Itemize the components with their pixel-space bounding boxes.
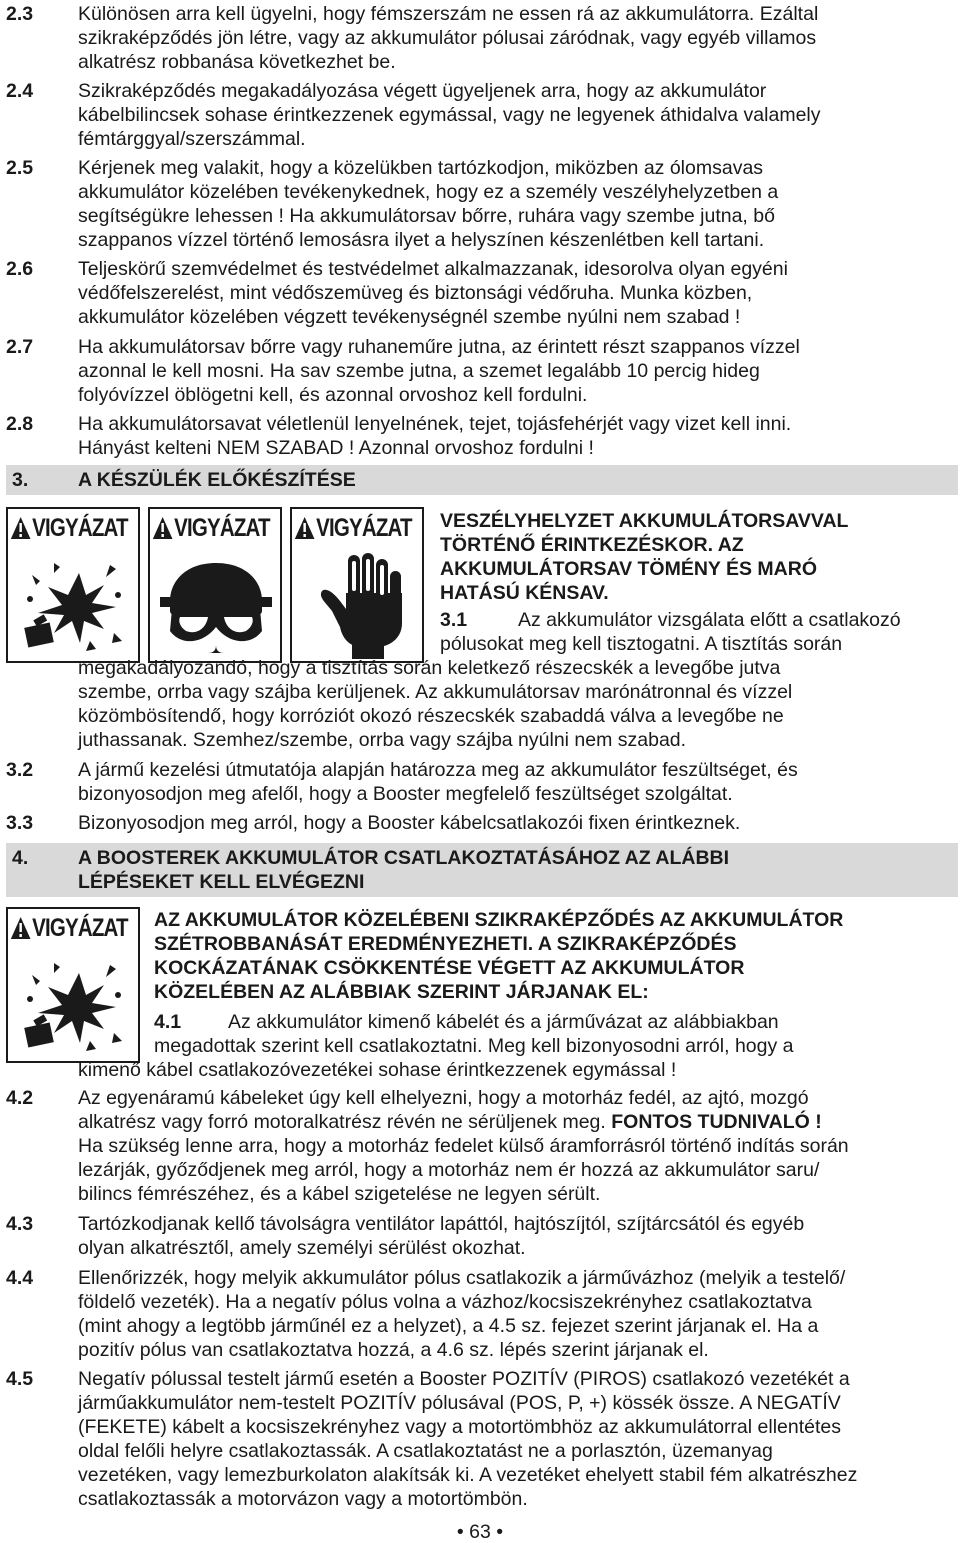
text-line: alkatrész robbanása következhet be.	[78, 51, 396, 73]
item-number: 3.2	[6, 759, 34, 781]
text-line: kábelbilincsek sohase érintkezzenek egymással, vagy ne legyenek áthidalva valamely	[78, 104, 821, 126]
explosion-icon	[24, 955, 124, 1055]
text-line: Ellenőrizzék, hogy melyik akkumulátor pólus csatlakozik a járművázhoz (melyik a testelő/	[78, 1267, 846, 1289]
text-line: szikraképződés jön létre, vagy az akkumulátor pólusai záródnak, vagy egyéb villamos	[78, 27, 817, 49]
text-line: olyan alkatrésztől, amely személyi sérülést okozhat.	[78, 1237, 526, 1259]
text-line: oldal felőli helyre csatlakoztassák. A csatlakoztatást ne a porlasztón, üzemanyag	[78, 1440, 773, 1462]
text-line: folyóvízzel öblögetni kell, és azonnal orvoshoz kell fordulni.	[78, 384, 588, 406]
text-line: Az akkumulátor vizsgálata előtt a csatlakozó	[518, 609, 901, 631]
item-number: 2.7	[6, 336, 34, 358]
text-line: segítségükre lehessen ! Ha akkumulátorsav bőrre, ruhára vagy szembe jutna, bő	[78, 205, 775, 227]
item-number: 4.4	[6, 1267, 34, 1289]
text-line: Ha akkumulátorsavat véletlenül lenyelnének, tejet, tojásfehérjét vagy vizet kell inni.	[78, 413, 792, 435]
warning-box-explosion	[6, 507, 140, 663]
warning-box-glove	[290, 507, 424, 663]
text-line: A BOOSTEREK AKKUMULÁTOR CSATLAKOZTATÁSÁHOZ AZ ALÁBBI	[78, 847, 730, 869]
section-3-banner	[6, 465, 958, 495]
text-line: vezetéken, vagy lemezburkolaton alakítsák ki. A vezetéket ehelyett stabil fém alkatrészhez	[78, 1464, 858, 1486]
item-text-rest	[78, 656, 792, 752]
text-line: csatlakoztassák a motorvázon vagy a motortömbön.	[78, 1488, 528, 1510]
text-line: A jármű kezelési útmutatója alapján határozza meg az akkumulátor feszültséget, és	[78, 759, 798, 781]
warning-label-text: VIGYÁZAT	[174, 514, 270, 542]
text-line: azonnal le kell mosni. Ha sav szembe jutna, a szemet legalább 10 percig hideg	[78, 360, 760, 382]
item-text	[78, 412, 948, 460]
item-text	[78, 335, 948, 407]
text-line: Ha akkumulátorsav bőrre vagy ruhaneműre jutna, az érintett részt szappanos vízzel	[78, 336, 800, 358]
warning-triangle-icon	[10, 516, 31, 540]
text-line: akkumulátor közelében tevékenykednek, hogy ez a személy veszélyhelyzetben a	[78, 181, 779, 203]
item-text	[78, 1266, 948, 1362]
text-line: védőfelszerelést, mint védőszemüveg és biztonsági védőruha. Munka közben,	[78, 282, 753, 304]
item-text-first	[518, 608, 901, 632]
section-3-warning-heading	[440, 509, 848, 605]
warning-label	[294, 513, 412, 543]
text-line: bizonyosodjon meg afelől, hogy a Booster megfelelő feszültséget szolgáltat.	[78, 783, 733, 805]
item-text-rest	[78, 1058, 676, 1082]
warning-triangle-icon	[10, 916, 31, 940]
text-line: A KÉSZÜLÉK ELŐKÉSZÍTÉSE	[78, 469, 356, 491]
warning-triangle-icon	[294, 516, 315, 540]
text-line: Bizonyosodjon meg arról, hogy a Booster kábelcsatlakozói fixen érintkeznek.	[78, 812, 741, 834]
section-number: 3.	[12, 469, 29, 491]
warning-label	[152, 513, 270, 543]
item-text	[78, 156, 948, 252]
text-line: bilincs fémrészéhez, és a kábel szigetelése ne legyen sérült.	[78, 1183, 601, 1205]
text-span: alkatrész vagy forró motoralkatrész révén ne sérüljenek meg.	[78, 1111, 612, 1133]
important-note: FONTOS TUDNIVALÓ !	[611, 1111, 822, 1133]
text-line: megakadályozandó, hogy a tisztítás során keletkező részecskék a levegőbe jutva	[78, 657, 781, 679]
section-number: 4.	[12, 847, 29, 869]
item-number: 2.5	[6, 157, 34, 179]
text-line: (FEKETE) kábelt a kocsiszekrényhez vagy a motortömbhöz az akkumulátorral ellentétes	[78, 1416, 841, 1438]
item-text-first-2	[154, 1034, 794, 1058]
text-line: (mint ahogy a legtöbb járműnél ez a helyzet), a 4.5 sz. fejezet szerint járjanak el. Ha a	[78, 1315, 819, 1337]
text-line: TÖRTÉNŐ ÉRINTKEZÉSKOR. AZ	[440, 534, 744, 556]
text-line: fémtárggyal/szerszámmal.	[78, 128, 306, 150]
warning-label-text: VIGYÁZAT	[316, 514, 412, 542]
text-line: pozitív pólus van csatlakoztatva hozzá, a 4.6 sz. lépés szerint járjanak el.	[78, 1339, 709, 1361]
warning-box-explosion-2	[6, 907, 140, 1063]
section-4-banner	[6, 843, 958, 897]
item-text	[78, 257, 948, 329]
explosion-icon	[24, 555, 124, 655]
item-number: 3.1	[440, 609, 468, 631]
text-line: AZ AKKUMULÁTOR KÖZELÉBENI SZIKRAKÉPZŐDÉS AZ AKKUMULÁTOR	[154, 909, 844, 931]
text-line: akkumulátor közelében végzett tevékenységnél szembe nyúlni nem szabad !	[78, 306, 741, 328]
text-line: Ha szükség lenne arra, hogy a motorház fedelet külső áramforrásról történő indítás során	[78, 1135, 849, 1157]
text-line: lezárják, győződjenek meg arról, hogy a motorház nem ér hozzá az akkumulátor saru/	[78, 1159, 820, 1181]
item-text	[78, 2, 948, 74]
item-text	[78, 1212, 948, 1260]
item-number: 4.2	[6, 1087, 34, 1109]
text-line: Negatív pólussal testelt jármű esetén a Booster POZITÍV (PIROS) csatlakozó vezetékét a	[78, 1368, 850, 1390]
item-number: 4.1	[154, 1011, 182, 1033]
item-text-first	[228, 1010, 779, 1034]
text-line: Szikraképződés megakadályozása végett ügyeljenek arra, hogy az akkumulátor	[78, 80, 767, 102]
text-line: közömbösítendő, hogy korróziót okozó részecskék szabaddá válva a levegőbe ne	[78, 705, 784, 727]
text-line: Az akkumulátor kimenő kábelét és a járművázat az alábbiakban	[228, 1011, 779, 1033]
item-text	[78, 758, 948, 806]
text-line: VESZÉLYHELYZET AKKUMULÁTORSAVVAL	[440, 510, 849, 532]
text-line: SZÉTROBBANÁSÁT EREDMÉNYEZHETI. A SZIKRAKÉPZŐDÉS	[154, 933, 737, 955]
text-line: megadottak szerint kell csatlakoztatni. Meg kell bizonyosodni arról, hogy a	[154, 1035, 794, 1057]
text-line: pólusokat meg kell tisztogatni. A tisztítás során	[440, 633, 843, 655]
warning-triangle-icon	[152, 516, 173, 540]
glove-icon	[310, 553, 410, 659]
item-text	[78, 79, 948, 151]
text-line: földelő vezeték). Ha a negatív pólus volna a vázhoz/kocsiszekrényhez csatlakoztatva	[78, 1291, 812, 1313]
text-line: Az egyenáramú kábeleket úgy kell elhelyezni, hogy a motorház fedél, az ajtó, mozgó	[78, 1087, 809, 1109]
text-line: járműakkumulátor nem-testelt POZITÍV pólusával (POS, P, +) kössék össze. A NEGATÍV	[78, 1392, 841, 1414]
text-line: KOCKÁZATÁNAK CSÖKKENTÉSE VÉGETT AZ AKKUMULÁTOR	[154, 957, 745, 979]
section-4-warning-heading	[154, 908, 843, 1004]
text-line: szappanos vízzel történő lemosásra ilyet a helyszínen készenlétben kell tartani.	[78, 229, 765, 251]
goggles-icon	[160, 557, 272, 657]
text-line: Különösen arra kell ügyelni, hogy fémszerszám ne essen rá az akkumulátorra. Ezáltal	[78, 3, 819, 25]
warning-label-text: VIGYÁZAT	[32, 914, 128, 942]
text-line: juthassanak. Szemhez/szembe, orrba vagy szájba nyúlni nem szabad.	[78, 729, 687, 751]
text-line: KÖZELÉBEN AZ ALÁBBIAK SZERINT JÁRJANAK EL:	[154, 981, 649, 1003]
item-number: 2.8	[6, 413, 34, 435]
item-number: 3.3	[6, 812, 34, 834]
warning-box-goggles	[148, 507, 282, 663]
item-number: 2.3	[6, 3, 34, 25]
text-line: Kérjenek meg valakit, hogy a közelükben tartózkodjon, miközben az ólomsavas	[78, 157, 764, 179]
text-line: HATÁSÚ KÉNSAV.	[440, 582, 609, 604]
text-line: Tartózkodjanak kellő távolságra ventilátor lapáttól, hajtószíjtól, szíjtárcsától és egyéb	[78, 1213, 805, 1235]
text-line: AKKUMULÁTORSAV TÖMÉNY ÉS MARÓ	[440, 558, 818, 580]
item-number: 2.6	[6, 258, 34, 280]
warning-label	[10, 913, 128, 943]
item-number: 4.3	[6, 1213, 34, 1235]
warning-label-text: VIGYÁZAT	[32, 514, 128, 542]
item-number: 4.5	[6, 1368, 34, 1390]
text-line: LÉPÉSEKET KELL ELVÉGEZNI	[78, 871, 365, 893]
item-text	[78, 1367, 948, 1511]
item-text	[78, 1086, 948, 1206]
item-number: 2.4	[6, 80, 34, 102]
item-text-first-2	[440, 632, 842, 656]
section-title	[78, 846, 729, 894]
text-line: szembe, orrba vagy szájba kerüljenek. Az akkumulátorsav marónátronnal és vízzel	[78, 681, 793, 703]
section-title	[78, 468, 356, 492]
text-line: Teljeskörű szemvédelmet és testvédelmet alkalmazzanak, idesorolva olyan egyéni	[78, 258, 788, 280]
item-text	[78, 811, 948, 835]
text-line: kimenő kábel csatlakozóvezetékei sohase érintkezzenek egymással !	[78, 1059, 677, 1081]
text-line	[78, 1110, 948, 1134]
text-line: Hányást kelteni NEM SZABAD ! Azonnal orvoshoz fordulni !	[78, 437, 594, 459]
page-number: • 63 •	[456, 1521, 504, 1543]
warning-label	[10, 513, 128, 543]
